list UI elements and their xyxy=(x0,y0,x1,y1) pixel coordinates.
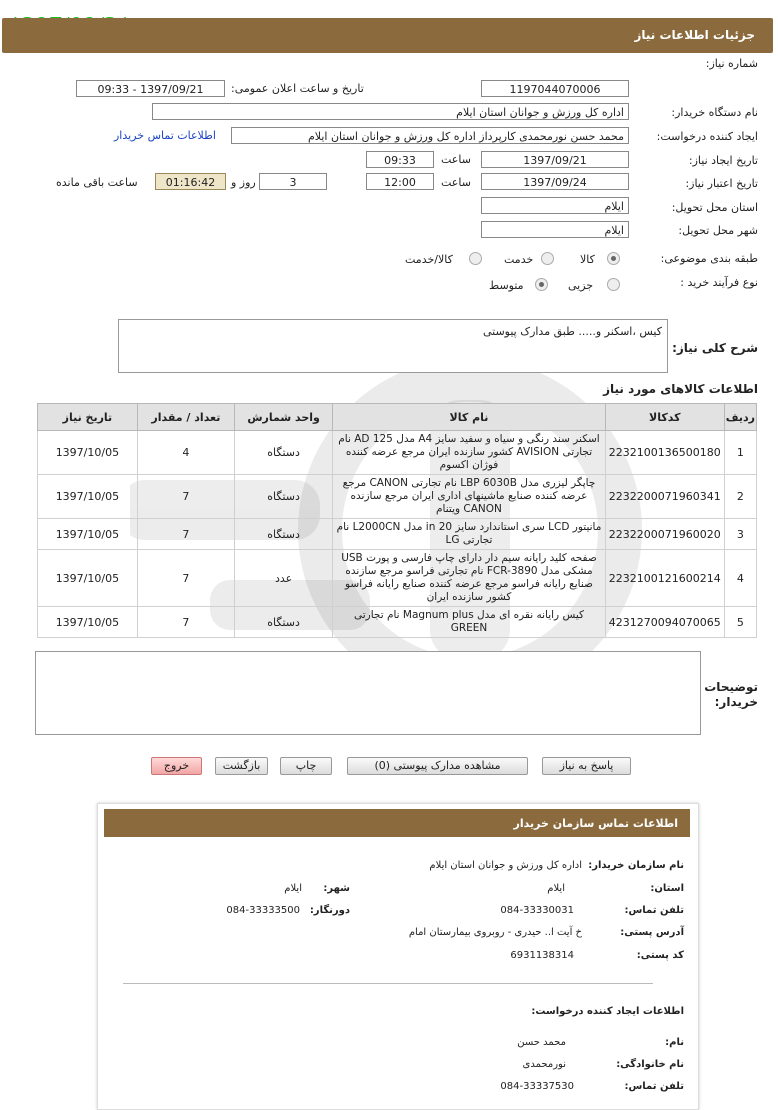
buyer-contact-link[interactable]: اطلاعات تماس خریدار xyxy=(114,129,216,142)
item-qty: 7 xyxy=(137,550,234,607)
item-code: 2232200071960020 xyxy=(605,519,724,550)
table-row xyxy=(38,475,757,519)
contact-divider xyxy=(123,983,653,984)
creator-phone-value: 084-33337530 xyxy=(500,1081,574,1092)
category-service-radio[interactable] xyxy=(541,252,554,265)
buyer-notes-label: توضیحات خریدار: xyxy=(704,680,758,709)
item-name: مانیتور LCD سری استاندارد سایز 20 in مدل L2000CN نام تجارتی LG xyxy=(333,519,606,550)
contact-org-label: نام سازمان خریدار: xyxy=(588,860,684,871)
item-name: اسکنر سند رنگی و سیاه و سفید سایز A4 مدل AD 125 نام تجارتی AVISION کشور سازنده ایران مرجع عرضه کننده فوژان اکسوم xyxy=(333,431,606,475)
row-number: 5 xyxy=(724,607,756,638)
row-number: 2 xyxy=(724,475,756,519)
summary-label: شرح کلی نیاز: xyxy=(672,341,758,355)
row-number: 1 xyxy=(724,431,756,475)
create-date-field: 1397/09/21 xyxy=(481,151,629,168)
create-time-field: 09:33 xyxy=(366,151,434,168)
item-qty: 7 xyxy=(137,519,234,550)
item-unit: دستگاه xyxy=(235,475,333,519)
col-code: کدکالا xyxy=(605,404,724,431)
item-name: کیس رایانه نقره ای مدل Magnum plus نام تجارتی GREEN xyxy=(333,607,606,638)
category-goods-radio[interactable] xyxy=(607,252,620,265)
col-unit: واحد شمارش xyxy=(235,404,333,431)
contact-panel-title: اطلاعات تماس سازمان خریدار xyxy=(513,817,678,830)
create-date-label: تاریخ ایجاد نیاز: xyxy=(688,154,758,167)
table-row xyxy=(38,519,757,550)
item-name: صفحه کلید رایانه سیم دار دارای چاپ فارسی و پورت USB مشکی مدل FCR-3890 نام تجارتی فراسو مرجع سازنده صنایع رایانه فراسو مرجع عرضه کننده صنایع رایانه فراسو کشور سازنده ایران xyxy=(333,550,606,607)
attachments-button[interactable]: مشاهده مدارک پیوستی (0) xyxy=(347,757,528,775)
process-label: نوع فرآیند خرید : xyxy=(680,276,758,289)
creator-last-name-label: نام خانوادگی: xyxy=(616,1059,684,1070)
creator-phone-label: تلفن تماس: xyxy=(624,1081,684,1092)
page-header xyxy=(2,18,773,53)
valid-time-field: 12:00 xyxy=(366,173,434,190)
print-button[interactable]: چاپ xyxy=(280,757,332,775)
col-qty: تعداد / مقدار xyxy=(137,404,234,431)
item-code: 2232200071960341 xyxy=(605,475,724,519)
item-qty: 7 xyxy=(137,607,234,638)
city-label: شهر محل تحویل: xyxy=(678,224,758,237)
item-unit: دستگاه xyxy=(235,607,333,638)
creator-info-title: اطلاعات ایجاد کننده درخواست: xyxy=(531,1006,684,1017)
process-medium-label: متوسط xyxy=(489,279,524,292)
creator-last-name-value: نورمحمدی xyxy=(522,1059,566,1070)
col-name: نام کالا xyxy=(333,404,606,431)
contact-panel-header xyxy=(104,809,690,837)
items-table xyxy=(37,403,757,638)
item-qty: 7 xyxy=(137,475,234,519)
contact-fax-label: دورنگار: xyxy=(309,905,350,916)
item-unit: دستگاه xyxy=(235,431,333,475)
item-date: 1397/10/05 xyxy=(38,607,138,638)
col-row: ردیف xyxy=(724,404,756,431)
contact-phone-value: 084-33330031 xyxy=(500,905,574,916)
buyer-org-label: نام دستگاه خریدار: xyxy=(671,106,758,119)
table-header-row xyxy=(38,404,757,431)
item-code: 4231270094070065 xyxy=(605,607,724,638)
remaining-label: ساعت باقی مانده xyxy=(56,176,138,189)
valid-date-field: 1397/09/24 xyxy=(481,173,629,190)
need-number-label: شماره نیاز: xyxy=(705,57,758,70)
creator-label: ایجاد کننده درخواست: xyxy=(656,130,758,143)
table-row xyxy=(38,431,757,475)
valid-hour-label: ساعت xyxy=(441,176,471,189)
contact-province-label: استان: xyxy=(650,883,684,894)
province-field: ایلام xyxy=(481,197,629,214)
summary-box xyxy=(118,319,668,373)
contact-address-value: خ آیت ا.. حیدری - روبروی بیمارستان امام xyxy=(408,927,582,938)
create-hour-label: ساعت xyxy=(441,153,471,166)
page-title: جزئیات اطلاعات نیاز xyxy=(634,28,755,42)
row-number: 4 xyxy=(724,550,756,607)
category-both-label: کالا/خدمت xyxy=(405,253,453,266)
announce-field: 1397/09/21 - 09:33 xyxy=(76,80,225,97)
exit-button[interactable]: خروج xyxy=(151,757,202,775)
province-label: استان محل تحویل: xyxy=(671,201,758,214)
contact-org-value: اداره کل ورزش و جوانان استان ایلام xyxy=(429,860,582,871)
valid-date-label: تاریخ اعتبار نیاز: xyxy=(685,177,758,190)
days-field: 3 xyxy=(259,173,327,190)
creator-field: محمد حسن نورمحمدی کارپرداز اداره کل ورزش و جوانان استان ایلام xyxy=(231,127,629,144)
creator-first-name-label: نام: xyxy=(665,1037,684,1048)
item-code: 2232100136500180 xyxy=(605,431,724,475)
contact-address-label: آدرس پستی: xyxy=(620,927,684,938)
table-row xyxy=(38,607,757,638)
buyer-contact-panel xyxy=(97,803,699,1110)
summary-text: کیس ،اسکنر و..... طبق مدارک پیوستی xyxy=(482,325,662,338)
contact-city-value: ایلام xyxy=(284,883,302,894)
contact-city-label: شهر: xyxy=(323,883,350,894)
item-name: چاپگر لیزری مدل LBP 6030B نام تجارتی CANON مرجع عرضه کننده صنایع ماشینهای اداری ایران مرجع سازنده CANON ویتنام xyxy=(333,475,606,519)
table-row xyxy=(38,550,757,607)
buyer-notes-box xyxy=(35,651,701,735)
need-number-field: 1197044070006 xyxy=(481,80,629,97)
category-label: طبقه بندی موضوعی: xyxy=(660,252,758,265)
remaining-time-field: 01:16:42 xyxy=(155,173,226,190)
category-service-label: خدمت xyxy=(504,253,534,266)
item-date: 1397/10/05 xyxy=(38,519,138,550)
city-field: ایلام xyxy=(481,221,629,238)
col-date: تاریخ نیاز xyxy=(38,404,138,431)
contact-postal-value: 6931138314 xyxy=(510,950,574,961)
creator-first-name-value: محمد حسن xyxy=(517,1037,566,1048)
category-both-radio[interactable] xyxy=(469,252,482,265)
items-section-title: اطلاعات کالاهای مورد نیاز xyxy=(603,382,758,396)
back-button[interactable]: بازگشت xyxy=(215,757,268,775)
item-date: 1397/10/05 xyxy=(38,431,138,475)
row-number: 3 xyxy=(724,519,756,550)
item-unit: عدد xyxy=(235,550,333,607)
process-medium-radio[interactable] xyxy=(535,278,548,291)
item-qty: 4 xyxy=(137,431,234,475)
contact-fax-value: 084-33333500 xyxy=(226,905,300,916)
item-date: 1397/10/05 xyxy=(38,475,138,519)
announce-label: تاریخ و ساعت اعلان عمومی: xyxy=(231,82,364,95)
process-partial-radio[interactable] xyxy=(607,278,620,291)
contact-province-value: ایلام xyxy=(547,883,565,894)
item-code: 2232100121600214 xyxy=(605,550,724,607)
item-date: 1397/10/05 xyxy=(38,550,138,607)
contact-phone-label: تلفن تماس: xyxy=(624,905,684,916)
category-goods-label: کالا xyxy=(580,253,595,266)
reply-button[interactable]: پاسخ به نیاز xyxy=(542,757,631,775)
process-partial-label: جزیی xyxy=(568,279,594,292)
item-unit: دستگاه xyxy=(235,519,333,550)
days-label: روز و xyxy=(231,176,256,189)
contact-postal-label: کد پستی: xyxy=(636,950,684,961)
buyer-org-field: اداره کل ورزش و جوانان استان ایلام xyxy=(152,103,629,120)
